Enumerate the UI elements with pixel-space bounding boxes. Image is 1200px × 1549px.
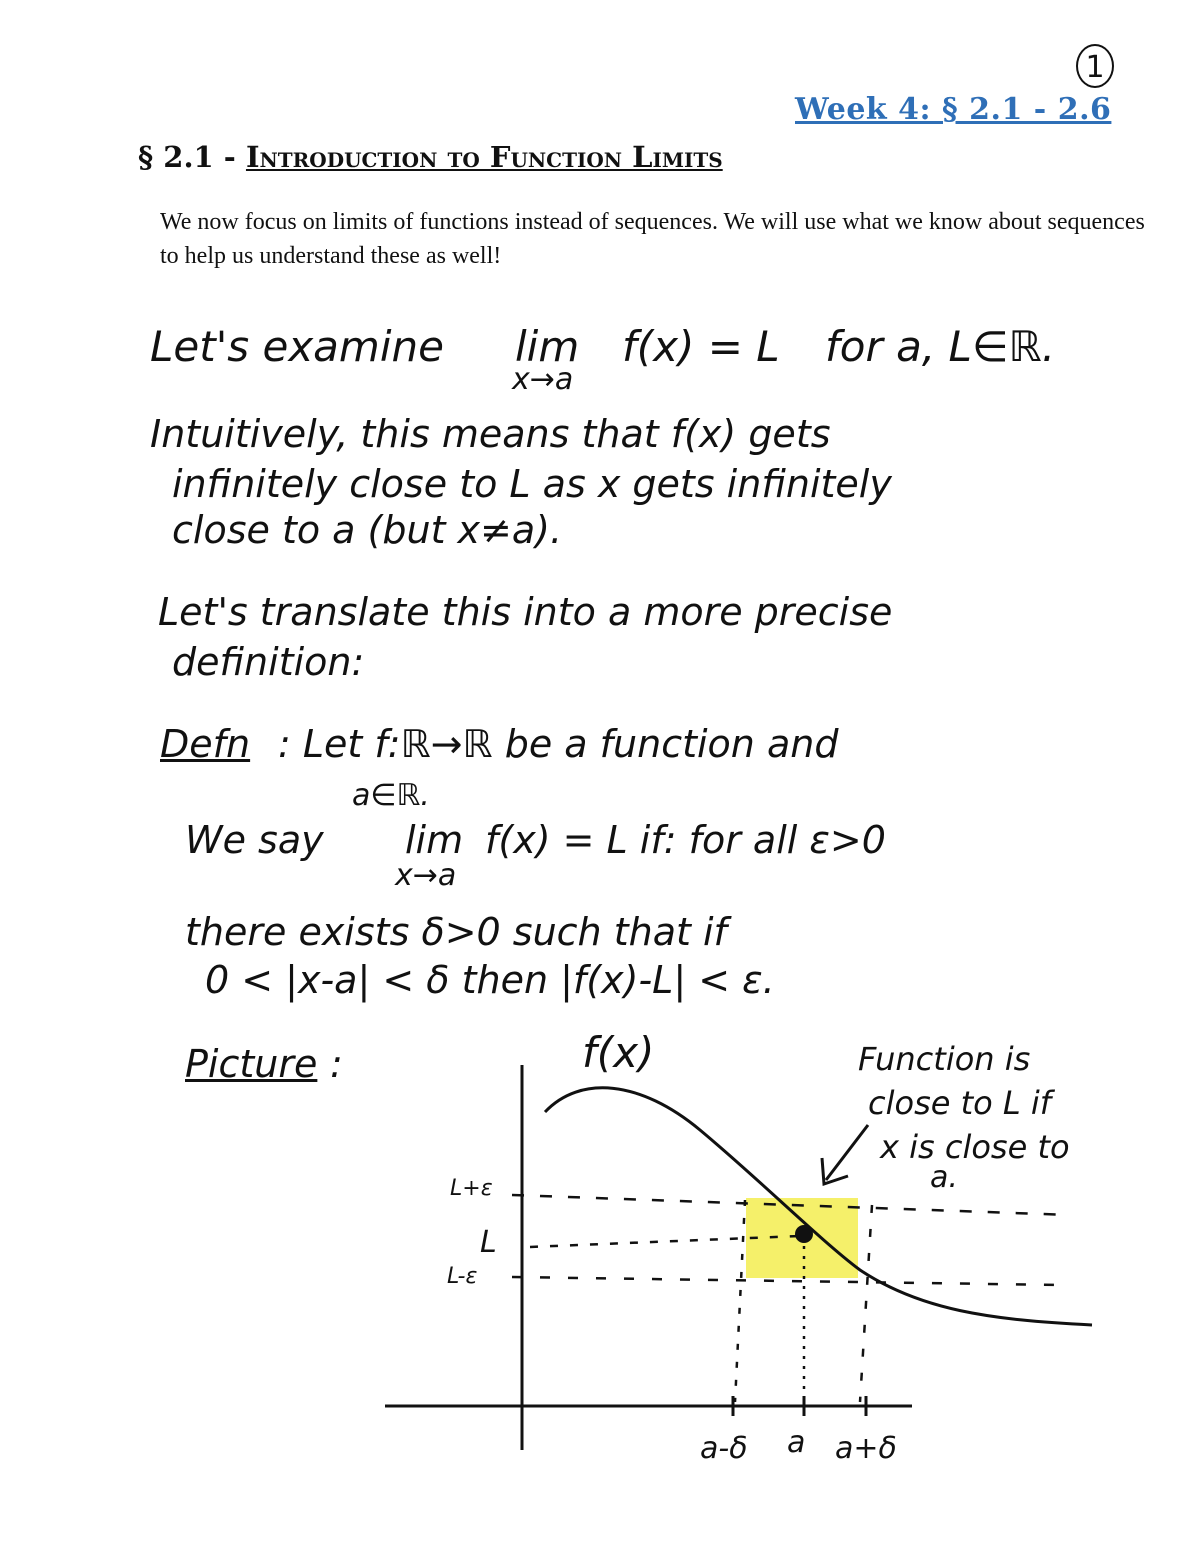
definition-lim-subscript: x→a [395,858,457,893]
definition-line-3-rest: f(x) = L if: for all ε>0 [485,818,886,862]
annotation-arrowhead [822,1158,848,1184]
intro-paragraph: We now focus on limits of functions instead of sequences. We will use what we know about sequences to help us understand these as well! [160,209,1145,269]
label-a-plus-delta: a+δ [835,1431,897,1466]
intuitive-line-1: Intuitively, this means that f(x) gets [150,412,831,456]
label-l: L [480,1225,497,1260]
page-number: 1 [1076,44,1114,88]
examine-lim: lim [515,322,580,371]
definition-label: Defn [160,722,251,766]
dashed-a-minus-delta [735,1200,745,1402]
definition-line-4: there exists δ>0 such that if [185,910,727,954]
section-prefix: § 2.1 - [138,140,246,174]
examine-rest: for a, L∈ℝ. [825,322,1056,371]
definition-line-1: : Let f:ℝ→ℝ be a function and [278,722,839,766]
dashed-l-minus-eps [512,1277,1060,1285]
intuitive-line-3: close to a (but x≠a). [172,508,563,552]
definition-line-5: 0 < |x-a| < δ then |f(x)-L| < ε. [205,958,775,1002]
definition-line-3-start: We say [185,818,324,862]
examine-start: Let's examine [150,322,444,371]
examine-lim-subscript: x→a [512,362,574,397]
annotation-line-2: close to L if [868,1084,1052,1122]
definition-lim: lim [405,818,464,862]
picture-colon: : [330,1042,343,1086]
week-heading: Week 4: § 2.1 - 2.6 [795,92,1112,127]
intuitive-line-2: infinitely close to L as x gets infinitely [172,462,892,506]
label-l-minus-eps: L-ε [447,1264,478,1289]
label-a-minus-delta: a-δ [700,1431,748,1466]
annotation-line-3: x is close to [880,1128,1070,1166]
annotation-line-1: Function is [858,1040,1031,1078]
annotation-line-4: a. [930,1160,958,1195]
translate-line-2: definition: [172,640,365,684]
label-a: a [787,1425,806,1460]
label-l-plus-eps: L+ε [450,1176,493,1201]
examine-expression: f(x) = L [622,322,780,371]
annotation-arrow [826,1125,868,1180]
picture-label: Picture [185,1042,318,1086]
limit-point [795,1225,813,1243]
translate-line-1: Let's translate this into a more precise [158,590,893,634]
section-title-text: Introduction to Function Limits [245,140,723,174]
dashed-a-plus-delta [860,1205,872,1402]
axis-label: f(x) [582,1028,655,1077]
definition-line-2: a∈ℝ. [352,778,430,813]
